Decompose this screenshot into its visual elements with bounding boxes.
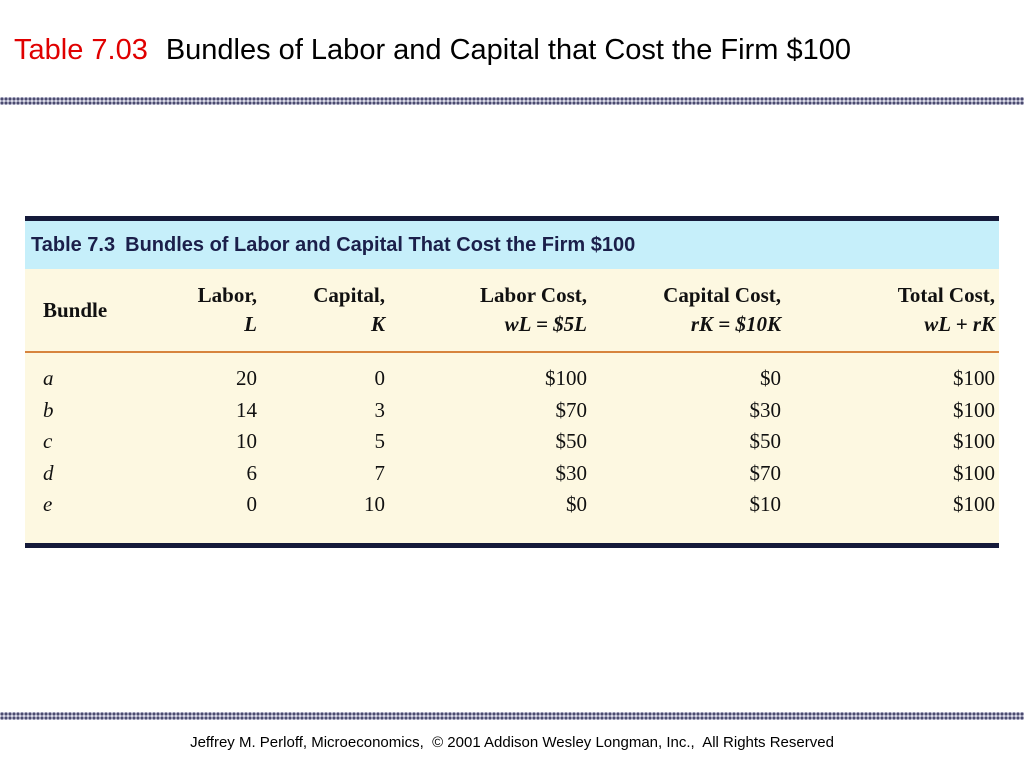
cell-capital: 10 — [364, 492, 385, 516]
table-row — [25, 352, 999, 395]
cell-total-cost: $100 — [953, 460, 995, 485]
cell-capital: 5 — [374, 429, 385, 453]
slide-footer: Jeffrey M. Perloff, Microeconomics, © 2001 Addison Wesley Longman, Inc., All Rights Reserved — [190, 734, 834, 751]
bottom-divider — [0, 712, 1024, 720]
table-caption — [25, 221, 999, 269]
table-row — [25, 489, 999, 521]
slide-title-text: Bundles of Labor and Capital that Cost the Firm $100 — [165, 34, 851, 66]
cell-capital-cost: $0 — [760, 366, 781, 390]
header-bundle: Bundle — [25, 269, 193, 352]
bundles-table — [25, 269, 999, 521]
header-labor: Labor, L — [193, 269, 257, 352]
cell-labor: 0 — [246, 492, 257, 516]
cell-labor: 14 — [236, 397, 257, 422]
cell-labor-cost: $70 — [555, 397, 587, 422]
cell-total-cost: $100 — [953, 366, 995, 390]
header-capital-cost: Capital Cost, rK = $10K — [587, 269, 781, 352]
table-row — [25, 395, 999, 427]
cell-bundle: c — [43, 429, 53, 453]
header-total-cost: Total Cost, wL + rK — [781, 269, 999, 352]
header-labor-cost: Labor Cost, wL = $5L — [385, 269, 587, 352]
cell-total-cost: $100 — [953, 492, 995, 516]
cell-capital-cost: $10 — [749, 492, 781, 516]
cell-bundle: a — [43, 366, 54, 390]
cell-labor: 10 — [236, 429, 257, 453]
slide-title-number: Table 7.03 — [14, 34, 148, 66]
cell-labor-cost: $30 — [555, 460, 587, 485]
cell-capital: 7 — [374, 460, 385, 485]
slide-title — [14, 30, 851, 70]
cell-labor-cost: $100 — [545, 366, 587, 390]
cell-capital-cost: $30 — [749, 397, 781, 422]
cell-labor: 20 — [236, 366, 257, 390]
cell-capital: 0 — [374, 366, 385, 390]
table-header-row — [25, 269, 999, 352]
cell-capital: 3 — [374, 397, 385, 422]
cell-bundle: b — [43, 397, 54, 422]
cell-capital-cost: $70 — [749, 460, 781, 485]
table-figure — [25, 216, 999, 548]
cell-total-cost: $100 — [953, 397, 995, 422]
cell-labor-cost: $0 — [566, 492, 587, 516]
table-row — [25, 458, 999, 490]
top-divider — [0, 97, 1024, 105]
table-caption-text: Bundles of Labor and Capital That Cost the Firm $100 — [125, 234, 636, 256]
cell-total-cost: $100 — [953, 429, 995, 453]
cell-labor: 6 — [246, 460, 257, 485]
cell-capital-cost: $50 — [749, 429, 781, 453]
cell-bundle: d — [43, 460, 54, 485]
cell-bundle: e — [43, 492, 53, 516]
table-caption-number: Table 7.3 — [31, 234, 116, 256]
cell-labor-cost: $50 — [555, 429, 587, 453]
table-row — [25, 426, 999, 458]
header-capital: Capital, K — [257, 269, 385, 352]
